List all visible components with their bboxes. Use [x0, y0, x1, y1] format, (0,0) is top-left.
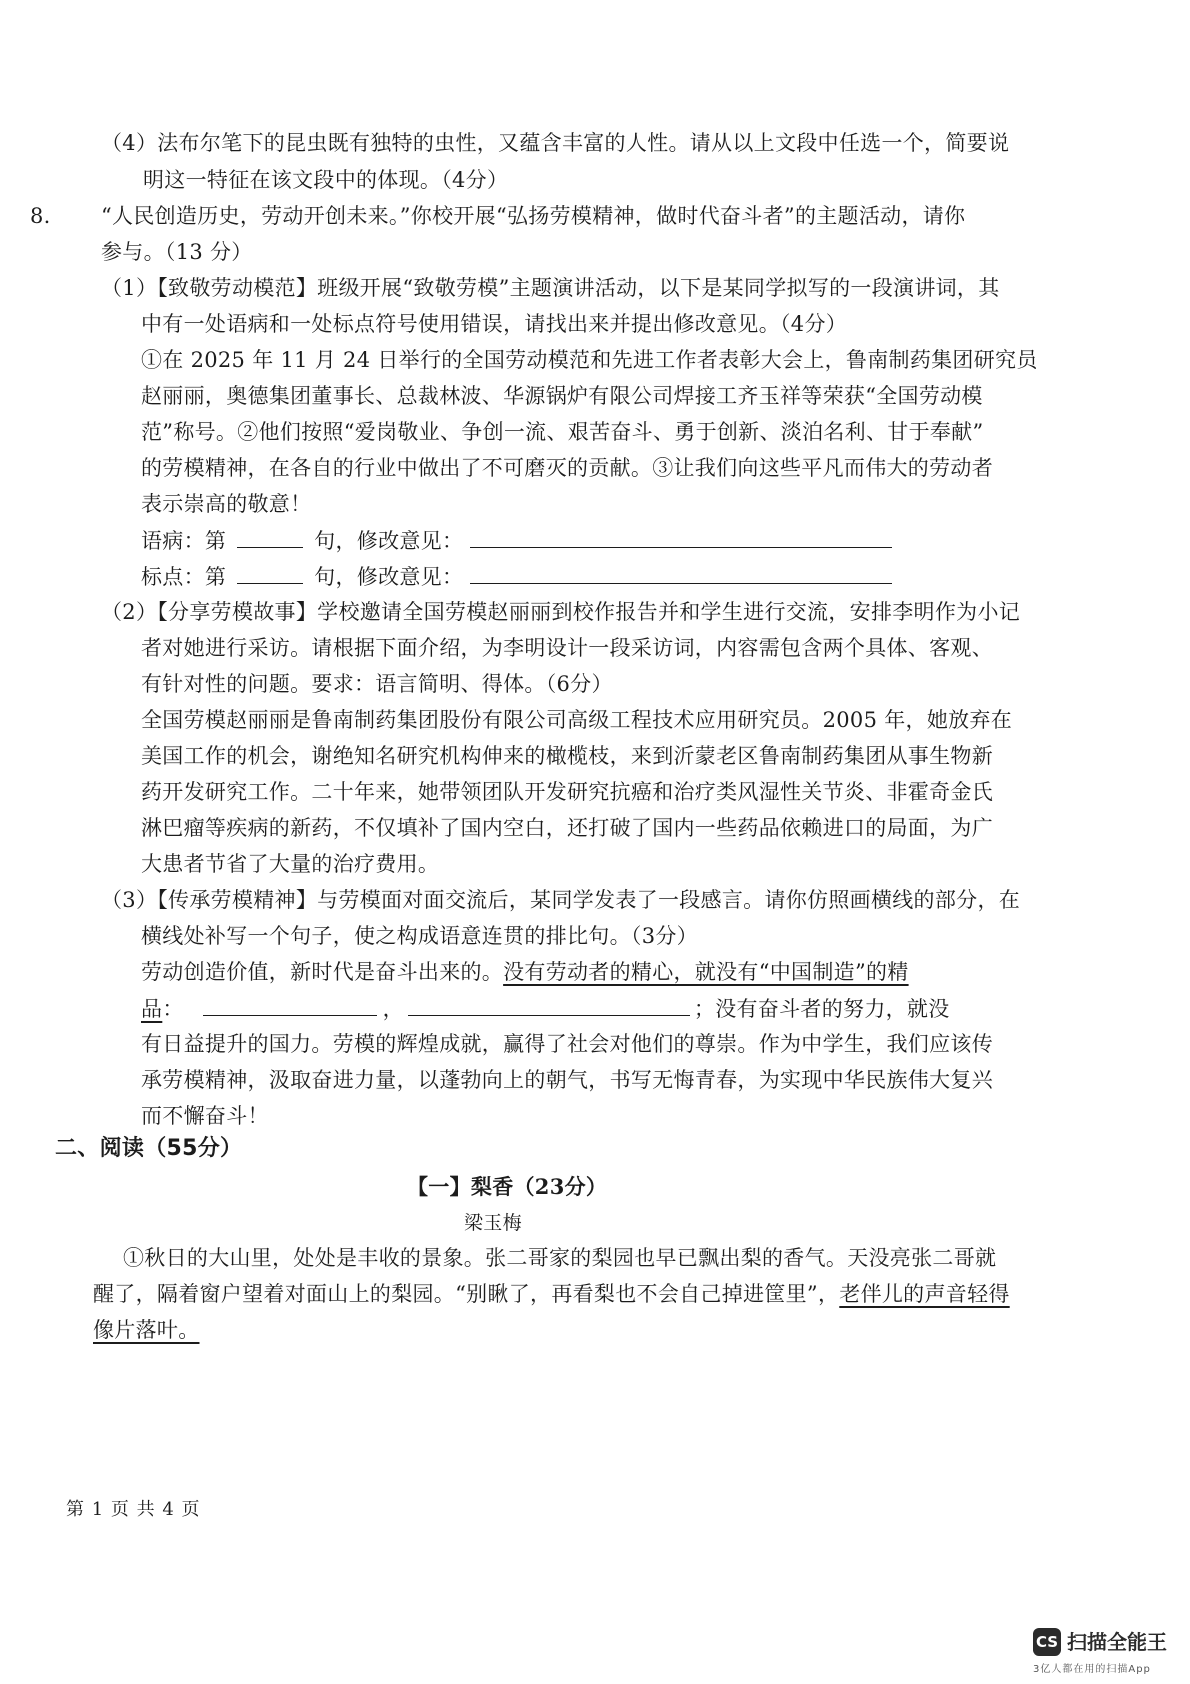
article-para-line2	[93, 1279, 1010, 1309]
intro-para-line2: 美国工作的机会，谢绝知名研究机构伸来的橄榄枝，来到沂蒙老区鲁南制药集团从事生物新	[141, 744, 993, 768]
underlined-model-sentence: 没有劳动者的精心，就没有“中国制造”的精	[503, 960, 909, 984]
colon: ：	[162, 997, 184, 1021]
underlined-sentence: 老伴儿的声音轻得	[839, 1282, 1010, 1306]
comma: ，	[382, 997, 404, 1021]
speech-para-line1: ①在 2025 年 11 月 24 日举行的全国劳动模范和先进工作者表彰大会上，鲁南制药集团研究员	[141, 348, 1038, 372]
intro-para-line3: 药开发研究工作。二十年来，她带领团队开发研究抗癌和治疗类风湿性关节炎、非霍奇金氏	[141, 780, 993, 804]
q8-2-line3: 有针对性的问题。要求：语言简明、得体。（6分）	[141, 672, 613, 696]
speech-para-line5: 表示崇高的敬意！	[141, 492, 312, 516]
intro-para-line4: 淋巴瘤等疾病的新药，不仅填补了国内空白，还打破了国内一些药品依赖进口的局面，为广	[141, 816, 993, 840]
intro-para-line1: 全国劳模赵丽丽是鲁南制药集团股份有限公司高级工程技术应用研究员。2005 年，她放弃在	[141, 708, 1013, 732]
punctuation-label: 标点：第	[141, 565, 227, 589]
grammar-sentence-blank[interactable]	[237, 525, 303, 548]
fill-blank-first-half[interactable]	[203, 993, 377, 1016]
fill-blank-second-half[interactable]	[408, 993, 690, 1016]
speech-para-line4: 的劳模精神，在各自的行业中做出了不可磨灭的贡献。③让我们向这些平凡而伟大的劳动者	[141, 456, 993, 480]
q8-2-line2: 者对她进行采访。请根据下面介绍，为李明设计一段采访词，内容需包含两个具体、客观、	[141, 636, 993, 660]
section-heading-reading: 二、阅读（55分）	[55, 1136, 243, 1161]
page-number: 第 1 页 共 4 页	[66, 1499, 201, 1520]
article-author: 梁玉梅	[464, 1212, 522, 1234]
q8-line1: “人民创造历史，劳动开创未来。”你校开展“弘扬劳模精神，做时代奋斗者”的主题活动，请你	[101, 204, 966, 228]
article-para-line1: ①秋日的大山里，处处是丰收的景象。张二哥家的梨园也早已飘出梨的香气。天没亮张二哥就	[123, 1246, 997, 1270]
intro-para-line5: 大患者节省了大量的治疗费用。	[141, 852, 440, 876]
speech-para-line3: 范”称号。②他们按照“爱岗敬业、争创一流、艰苦奋斗、勇于创新、淡泊名利、甘于奉献”	[141, 420, 984, 444]
article-text: 醒了，隔着窗户望着对面山上的梨园。“别瞅了，再看梨也不会自己掉进筐里”，	[93, 1282, 840, 1306]
camscanner-logo-icon: CS	[1033, 1628, 1061, 1656]
camscanner-watermark	[1033, 1622, 1183, 1678]
grammar-label: 语病：第	[141, 529, 227, 553]
article-para-line3: 像片落叶。	[93, 1318, 200, 1342]
speech-para-line2: 赵丽丽，奥德集团董事长、总裁林波、华源锅炉有限公司焊接工齐玉祥等荣获“全国劳动模	[141, 384, 983, 408]
q8-3-line2: 横线处补写一个句子，使之构成语意连贯的排比句。（3分）	[141, 924, 698, 948]
speech-text: 劳动创造价值，新时代是奋斗出来的。	[141, 960, 504, 984]
camscanner-tagline: 3亿人都在用的扫描App	[1033, 1664, 1151, 1675]
q8-number: 8.	[30, 204, 51, 228]
q8-1-line1: （1）【致敬劳动模范】班级开展“致敬劳模”主题演讲活动，以下是某同学拟写的一段演讲词，其	[101, 276, 1000, 300]
speech-line1	[141, 957, 909, 987]
speech-line2	[141, 993, 950, 1024]
q7-4-line1: （4）法布尔笔下的昆虫既有独特的虫性，又蕴含丰富的人性。请从以上文段中任选一个，简要说	[101, 131, 1010, 155]
grammar-mid-label: 句，修改意见：	[314, 529, 464, 553]
punctuation-sentence-blank[interactable]	[237, 561, 303, 584]
q8-2-line1: （2）【分享劳模故事】学校邀请全国劳模赵丽丽到校作报告并和学生进行交流，安排李明作为小记	[101, 600, 1021, 624]
q8-1-line2: 中有一处语病和一处标点符号使用错误，请找出来并提出修改意见。（4分）	[141, 312, 848, 336]
speech-continuation: ；没有奋斗者的努力，就没	[693, 997, 950, 1021]
q8-3-line1: （3）【传承劳模精神】与劳模面对面交流后，某同学发表了一段感言。请你仿照画横线的部分，在	[101, 888, 1021, 912]
punctuation-mid-label: 句，修改意见：	[314, 565, 464, 589]
grammar-revision-blank[interactable]	[470, 525, 892, 548]
punctuation-revision-blank[interactable]	[470, 561, 892, 584]
speech-line4: 承劳模精神，汲取奋进力量，以蓬勃向上的朝气，书写无悔青春，为实现中华民族伟大复兴	[141, 1068, 993, 1092]
q7-4-line2: 明这一特征在该文段中的体现。（4分）	[143, 168, 509, 192]
camscanner-name: 扫描全能王	[1067, 1630, 1167, 1654]
underlined-model-sentence-end: 品	[141, 997, 163, 1021]
punctuation-answer-row	[141, 561, 892, 592]
grammar-answer-row	[141, 525, 892, 556]
article-title: 【一】梨香（23分）	[407, 1174, 608, 1199]
q8-line2: 参与。（13 分）	[101, 240, 253, 264]
speech-line3: 有日益提升的国力。劳模的辉煌成就，赢得了社会对他们的尊崇。作为中学生，我们应该传	[141, 1032, 993, 1056]
speech-line5: 而不懈奋斗！	[141, 1104, 269, 1128]
